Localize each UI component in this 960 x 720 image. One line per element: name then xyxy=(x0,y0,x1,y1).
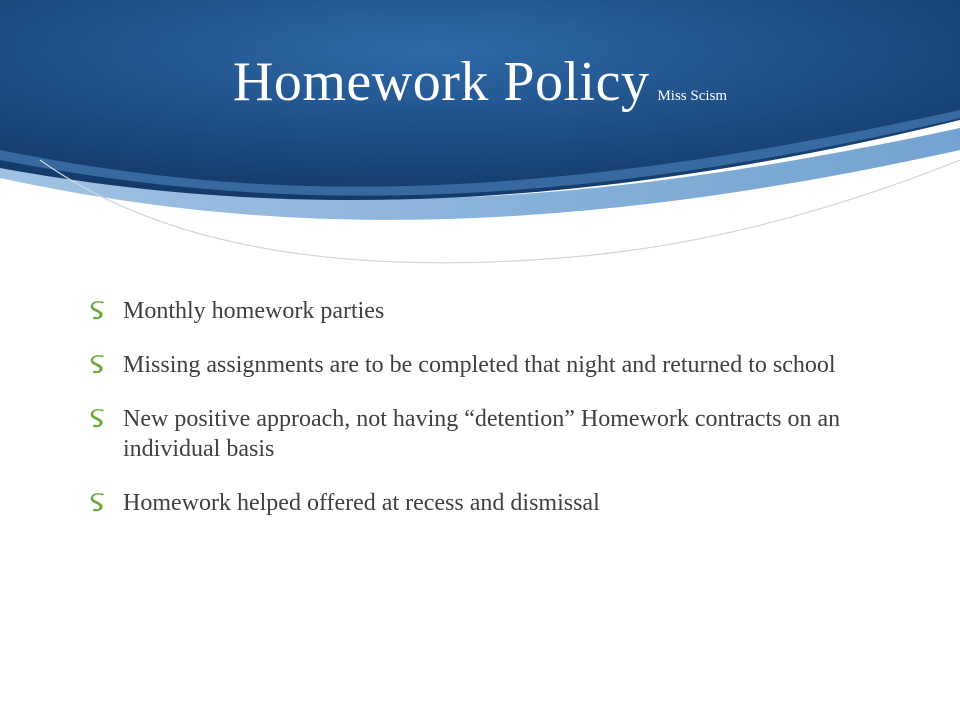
bullet-list xyxy=(90,296,890,542)
bullet-text: Monthly homework parties xyxy=(123,298,385,324)
bullet-text: Homework helped offered at recess and dismissal xyxy=(123,490,600,516)
bullet-item xyxy=(90,350,890,380)
s-swirl-bullet-icon xyxy=(90,493,106,513)
header-swoosh-decoration xyxy=(0,0,960,290)
title-block xyxy=(0,52,960,114)
slide-subtitle: Miss Scism xyxy=(657,88,728,104)
bullet-item xyxy=(90,404,890,464)
slide-title: Homework Policy xyxy=(232,51,650,113)
s-swirl-bullet-icon xyxy=(90,409,106,429)
bullet-item xyxy=(90,296,890,326)
s-swirl-bullet-icon xyxy=(90,301,106,321)
bullet-item xyxy=(90,488,890,518)
bullet-text: New positive approach, not having “detention” Homework contracts on an individual basis xyxy=(123,406,841,462)
s-swirl-bullet-icon xyxy=(90,355,106,375)
bullet-text: Missing assignments are to be completed that night and returned to school xyxy=(123,352,836,378)
